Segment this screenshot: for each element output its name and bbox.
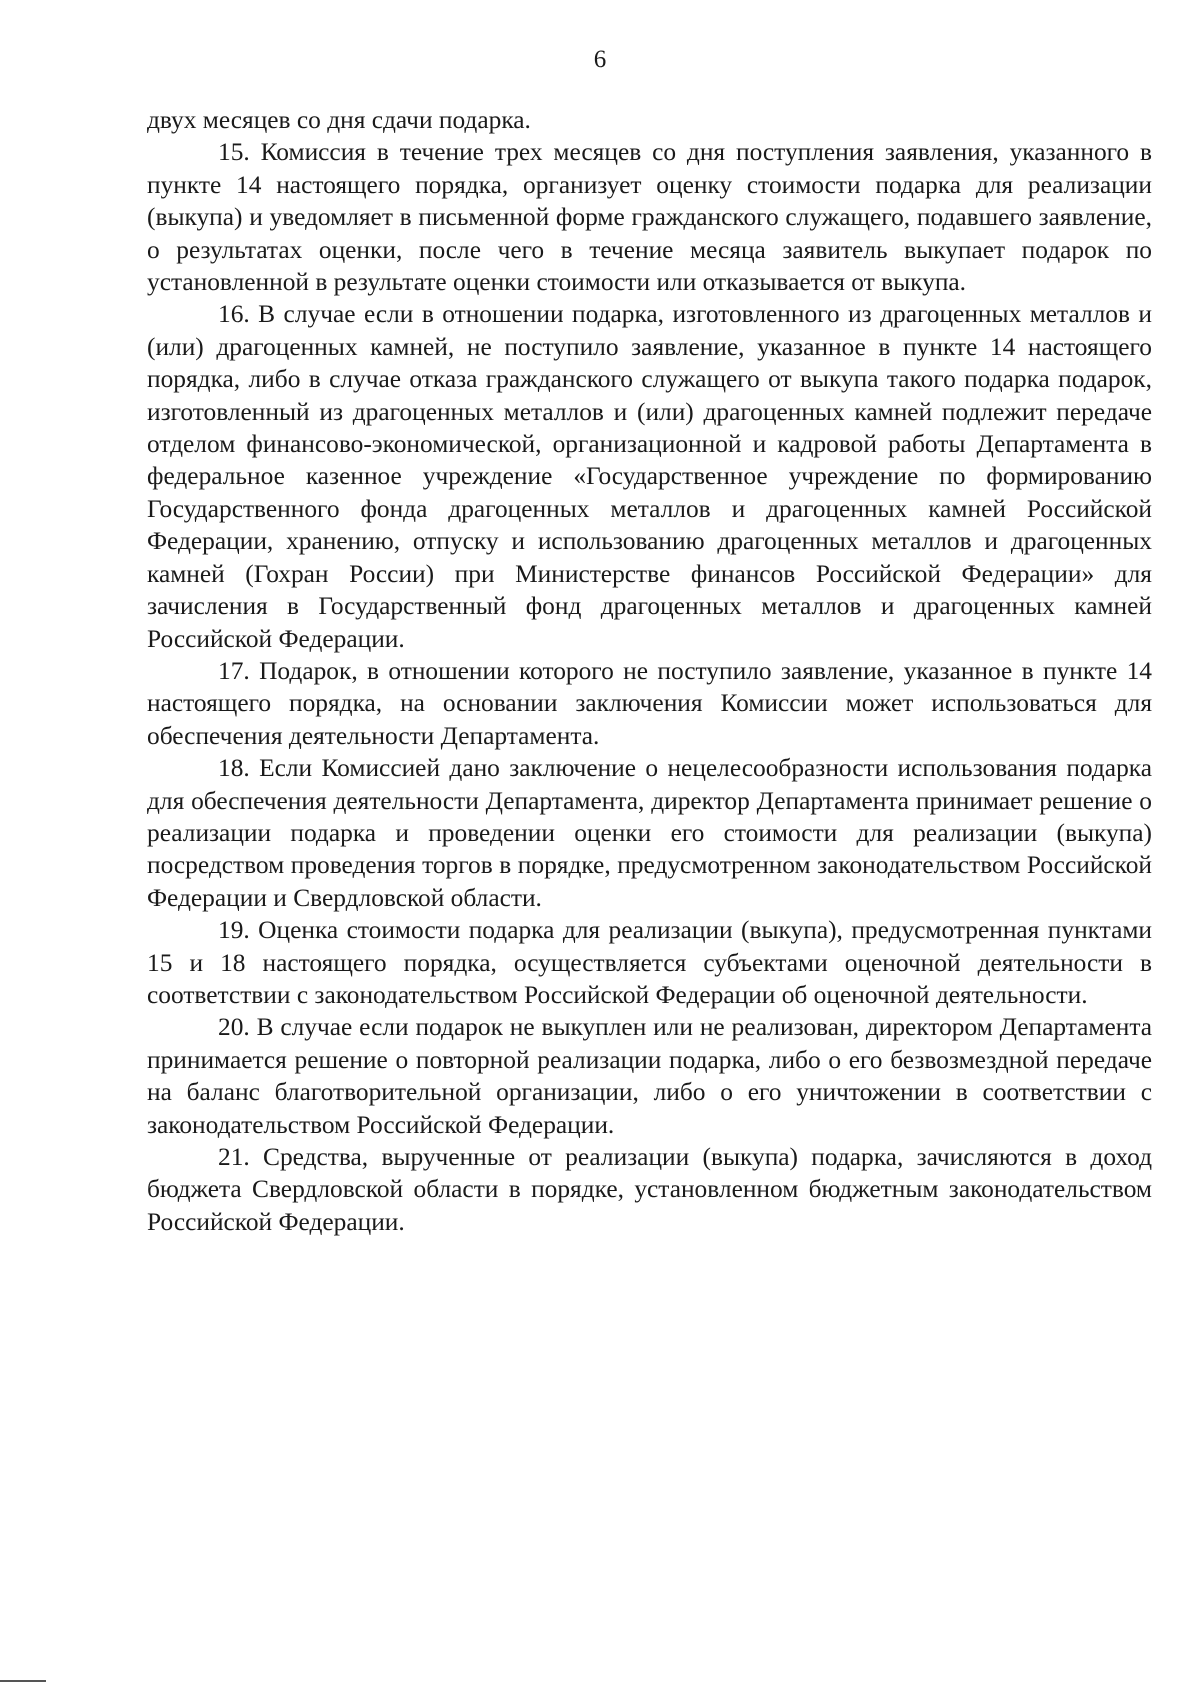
paragraph-20: 20. В случае если подарок не выкуплен или не реализован, директором Департамента принимается решение о повторной реализации подарка, либо о его безвозмездной передаче на баланс благотворительной организации, либо о его уничтожении в соответствии с законодательством Российской Федерации. <box>147 1013 1152 1139</box>
page-number: 6 <box>593 46 607 73</box>
paragraph-15: 15. Комиссия в течение трех месяцев со дня поступления заявления, указанного в пункте 14 настоящего порядка, организует оценку стоимости подарка для реализации (выкупа) и уведомляет в письменной форме гражданского служащего, подавшего заявление, о результатах оценки, после чего в течение месяца заявитель выкупает подарок по установленной в результате оценки стоимости или отказывается от выкупа. <box>147 138 1152 297</box>
paragraph-18: 18. Если Комиссией дано заключение о нецелесообразности использования подарка для обеспечения деятельности Департамента, директор Департамента принимает решение о реализации подарка и проведении оценки его стоимости для реализации (выкупа) посредством проведения торгов в порядке, предусмотренном законодательством Российской Федерации и Свердловской области. <box>147 754 1152 912</box>
paragraph-16: 16. В случае если в отношении подарка, изготовленного из драгоценных металлов и (или) драгоценных камней, не поступило заявление, указанное в пункте 14 настоящего порядка, либо в случае отказа гражданского служащего от выкупа такого подарка подарок, изготовленный из драгоценных металлов и (или) драгоценных камней подлежит передаче отделом финансово-экономической, организационной и кадровой работы Департамента в федеральное казенное учреждение «Государственное учреждение по формированию Государственного фонда драгоценных металлов и драгоценных камней Российской Федерации, хранению, отпуску и использованию драгоценных металлов и драгоценных камней (Гохран России) при Министерстве финансов Российской Федерации» для зачисления в Государственный фонд драгоценных металлов и драгоценных камней Российской Федерации. <box>147 300 1152 653</box>
scan-edge-mark <box>0 1680 46 1682</box>
paragraph-21: 21. Средства, вырученные от реализации (выкупа) подарка, зачисляются в доход бюджета Свердловской области в порядке, установленном бюджетным законодательством Российской Федерации. <box>147 1143 1152 1236</box>
paragraph-19: 19. Оценка стоимости подарка для реализации (выкупа), предусмотренная пунктами 15 и 18 настоящего порядка, осуществляется субъектами оценочной деятельности в соответствии с законодательством Российской Федерации об оценочной деятельности. <box>147 916 1152 1009</box>
paragraph-17: 17. Подарок, в отношении которого не поступило заявление, указанное в пункте 14 настоящего порядка, на основании заключения Комиссии может использоваться для обеспечения деятельности Департамента. <box>147 656 1152 750</box>
document-body <box>147 104 1152 1238</box>
paragraph-continuation: двух месяцев со дня сдачи подарка. <box>147 106 531 134</box>
